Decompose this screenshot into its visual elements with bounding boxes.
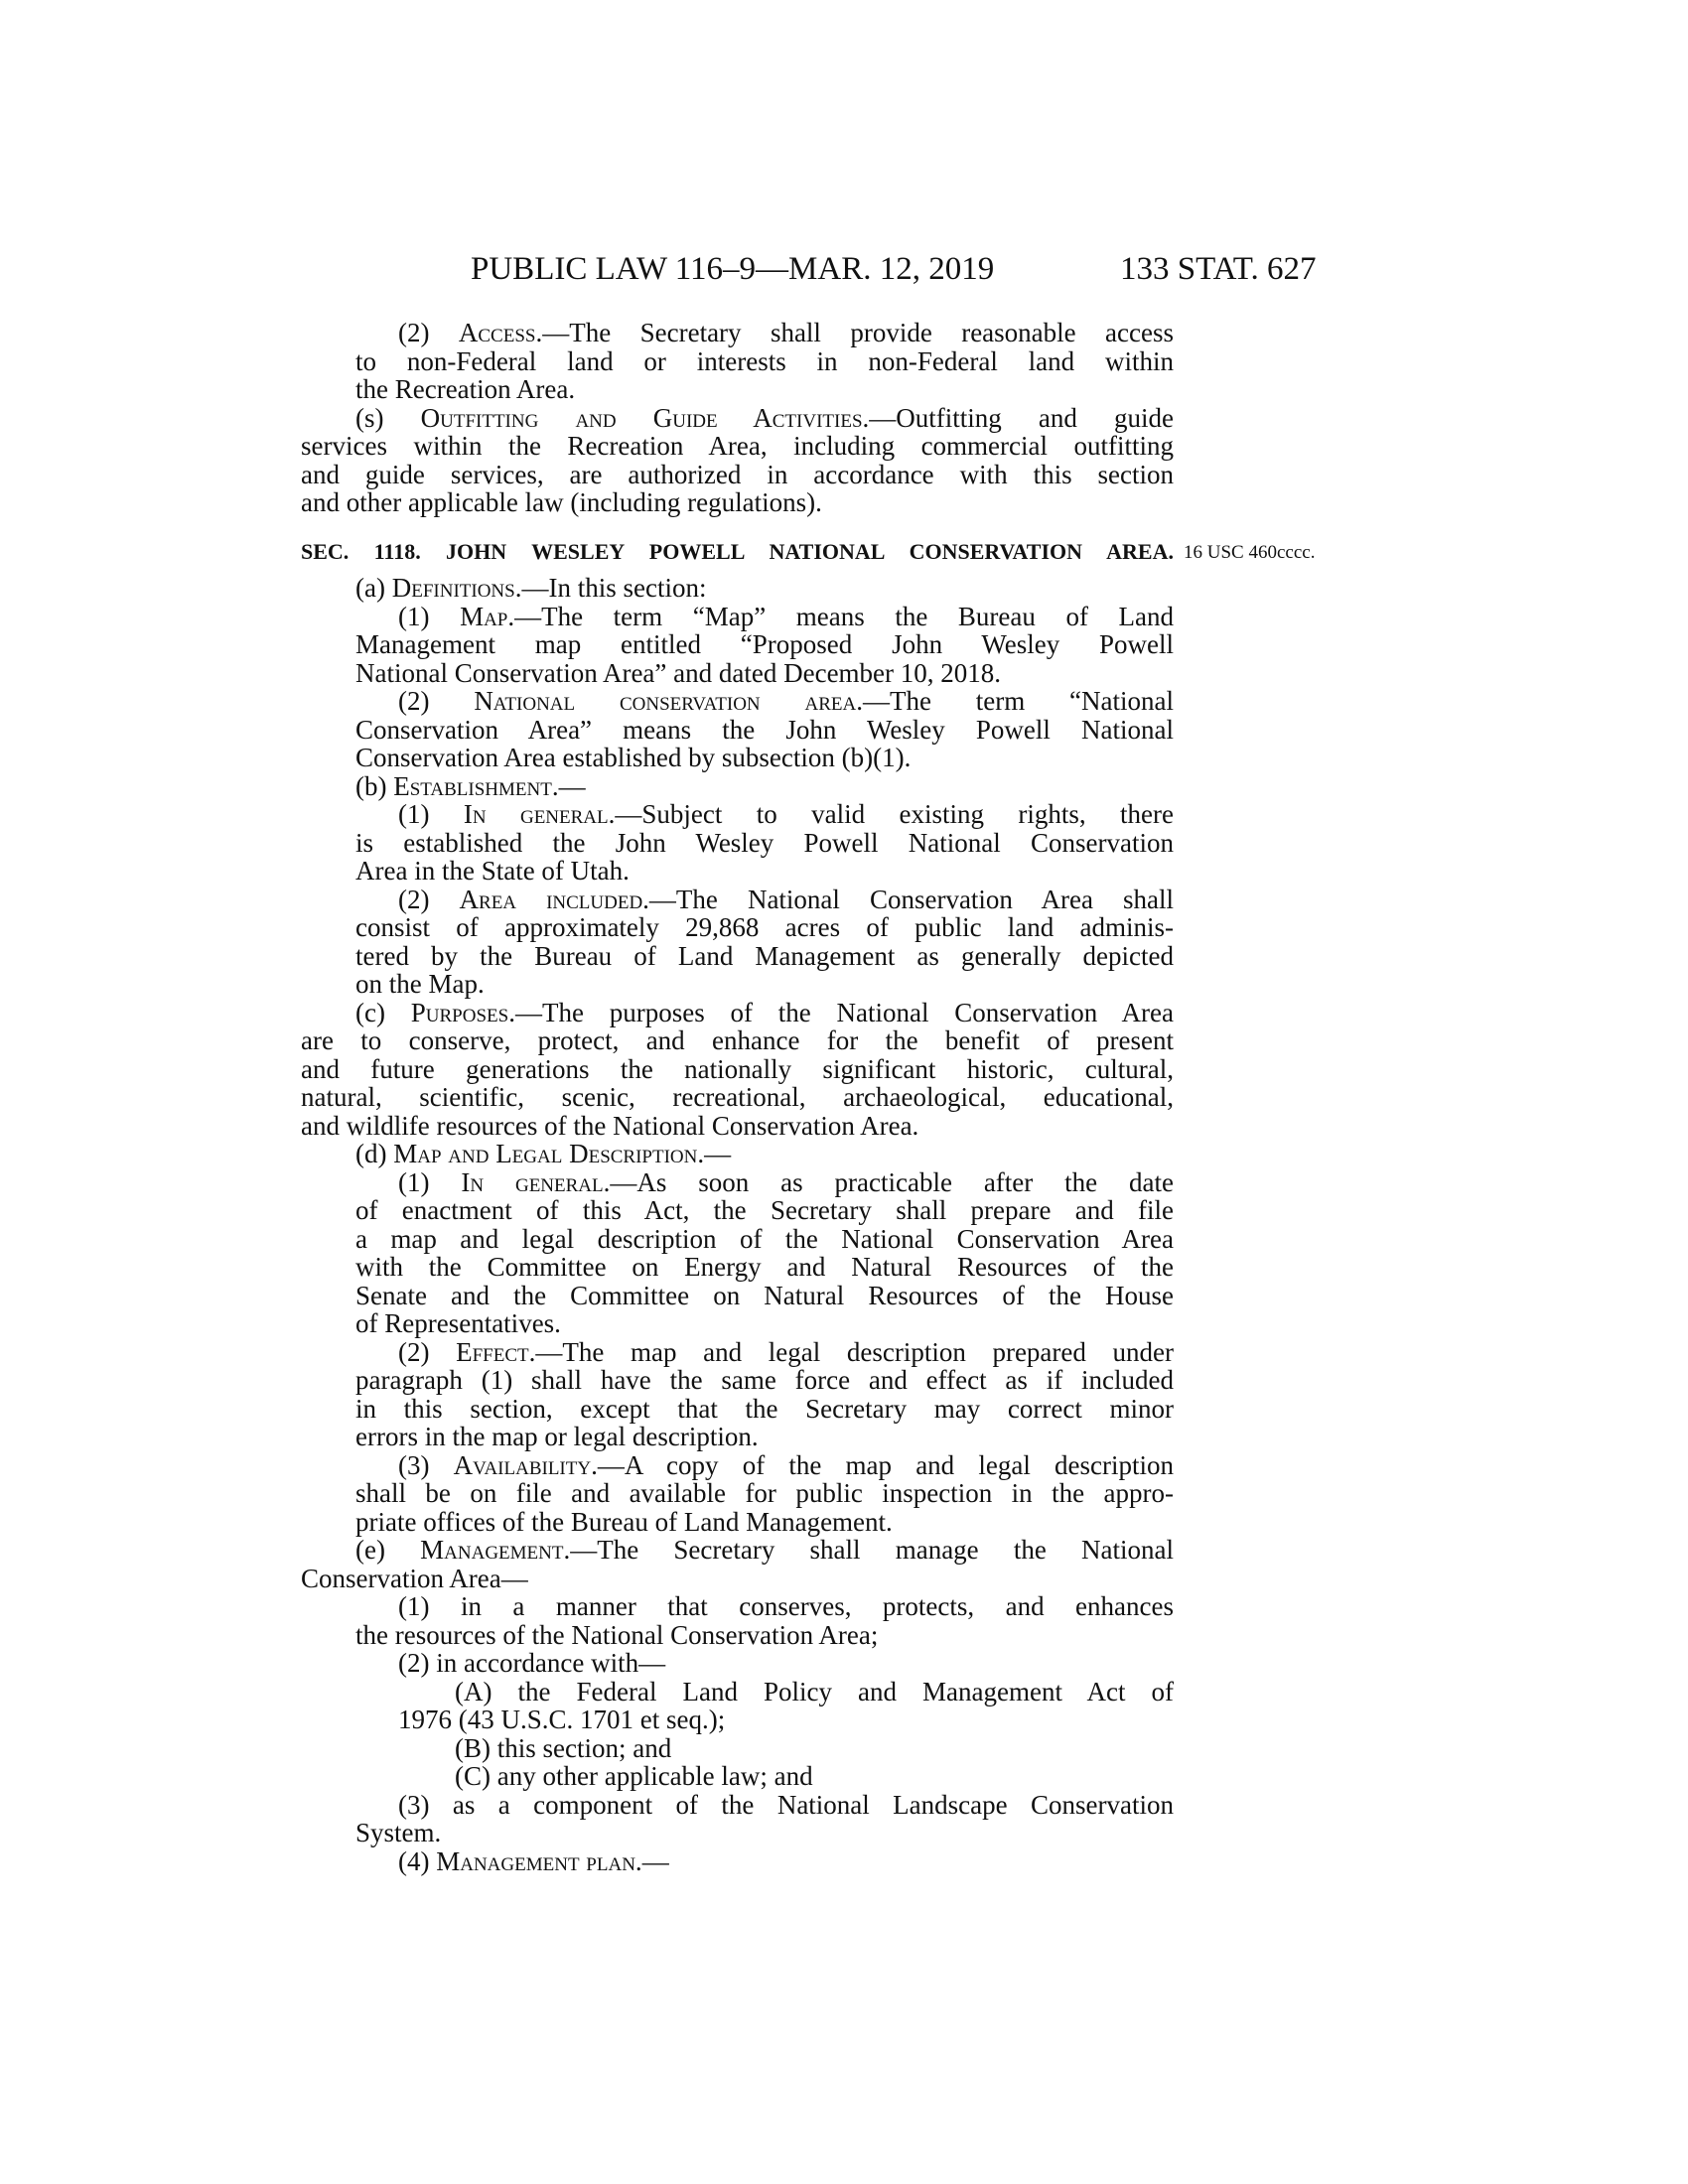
paragraph-label: (4) [398,1845,437,1876]
text-line [301,999,1174,1027]
text-line [301,1140,1174,1168]
text-line [301,1791,1174,1820]
text-line [301,1536,1174,1565]
paragraph-label: (C) [455,1761,497,1791]
paragraph-heading: Area included. [459,884,649,914]
text-line [301,375,1174,404]
line-text: the Federal Land Policy and Management Act of [517,1676,1175,1706]
text-line [301,1847,1174,1876]
text-line [301,1479,1174,1508]
text-line [301,1338,1174,1367]
paragraph-heading: Map and Legal Description. [393,1139,705,1168]
text-line [301,829,1174,858]
paragraph [301,603,1174,688]
text-line [301,1282,1174,1310]
paragraph-label: (d) [355,1139,394,1168]
line-text: as a component of the National Landscape Conservation [452,1789,1174,1820]
page-number: 133 STAT. 627 [1120,251,1317,287]
line-text: National Conservation Area” and dated December 10, 2018. [355,657,1002,688]
text-line [301,1168,1174,1197]
line-text: —In this section: [521,573,707,603]
section-text-part-1 [301,319,1174,517]
text-line [301,1253,1174,1282]
line-text: paragraph (1) shall have the same force and effect as if included [355,1365,1174,1395]
paragraph [301,1734,1174,1763]
paragraph-heading: Management plan. [436,1845,642,1876]
line-text: Area in the State of Utah. [355,856,630,886]
paragraph-label: (3) [398,1789,453,1820]
line-text: Conservation Area” means the John Wesley Powell National [355,714,1174,745]
paragraph [301,772,1174,801]
line-text: — [558,770,586,801]
line-text: —The term “Map” means the Bureau of Land [514,601,1175,631]
line-text: and future generations the nationally significant historic, cultural, [301,1053,1174,1084]
text-line [301,630,1174,659]
paragraph [301,687,1174,772]
line-text: tered by the Bureau of Land Management as generally depicted [355,940,1174,971]
line-text: Conservation Area established by subsection (b)(1). [355,743,912,772]
line-text: on the Map. [355,969,485,999]
text-line [301,913,1174,942]
text-line [301,1734,1174,1763]
margin-note-citation: 16 USC 460cccc. [1184,542,1316,563]
text-line [301,347,1174,376]
text-line [301,1196,1174,1225]
text-line [301,432,1174,461]
text-line [301,687,1174,716]
paragraph-heading: Availability. [453,1449,598,1480]
paragraph-label: (2) [398,686,475,716]
paragraph-heading: Management. [420,1535,571,1565]
paragraph-label: (a) [355,573,392,603]
line-text: services within the Recreation Area, including commercial outfitting [301,431,1174,461]
paragraph-label: (1) [398,601,461,631]
line-text: is established the John Wesley Powell National Conservation [355,827,1174,858]
paragraph-label: (1) [398,1591,461,1621]
paragraph [301,1168,1174,1338]
line-text: of enactment of this Act, the Secretary shall prepare and file [355,1195,1174,1225]
paragraph-heading: Definitions. [391,573,522,603]
paragraph [301,1451,1174,1537]
paragraph [301,1140,1174,1168]
line-text: —Subject to valid existing rights, there [615,799,1175,829]
text-line [301,461,1174,489]
line-text: —The Secretary shall manage the National [570,1535,1174,1565]
paragraph [301,1791,1174,1847]
line-text: priate offices of the Bureau of Land Management. [355,1506,893,1537]
line-text: and other applicable law (including regulations). [301,487,822,517]
section-text-part-2 [301,574,1174,1875]
line-text: —The purposes of the National Conservation Area [514,997,1174,1027]
paragraph [301,1847,1174,1876]
line-text: — [641,1845,669,1876]
text-line [301,716,1174,745]
line-text: and wildlife resources of the National Conservation Area. [301,1110,919,1141]
paragraph-heading: Access. [458,318,543,347]
text-line [301,603,1174,631]
text-line [301,1762,1174,1791]
line-text: the resources of the National Conservation Area; [355,1619,879,1650]
line-text: Conservation Area— [301,1563,528,1593]
paragraph [301,1762,1174,1791]
line-text: with the Committee on Energy and Natural Resources of the [355,1252,1174,1282]
paragraph [301,999,1174,1141]
line-text: are to conserve, protect, and enhance for the benefit of present [301,1025,1174,1055]
paragraph-label: (b) [355,770,394,801]
text-line [301,1451,1174,1480]
paragraph-heading: Effect. [456,1336,536,1367]
text-line [301,1112,1174,1141]
paragraph-label: (2) [398,884,460,914]
text-line [301,1621,1174,1650]
paragraph [301,404,1174,517]
text-line [301,942,1174,971]
text-line [301,1592,1174,1621]
text-line [301,1083,1174,1112]
running-header-title: PUBLIC LAW 116–9—MAR. 12, 2019 [471,251,995,287]
paragraph [301,800,1174,886]
text-line [301,1395,1174,1424]
line-text: —As soon as practicable after the date [610,1166,1174,1197]
paragraph [301,1649,1174,1678]
paragraph-label: (2) [398,1336,457,1367]
paragraph-heading: Establishment. [393,770,559,801]
paragraph [301,886,1174,999]
paragraph [301,1678,1174,1734]
text-line [301,1508,1174,1537]
paragraph-heading: In general. [463,799,616,829]
paragraph-label: (e) [355,1535,421,1565]
paragraph-label: (c) [355,997,411,1027]
text-line [301,1366,1174,1395]
text-line [301,772,1174,801]
line-text: —The term “National [862,686,1174,716]
line-text: —The map and legal description prepared under [535,1336,1175,1367]
text-line [301,659,1174,688]
text-line [301,404,1174,433]
section-heading: SEC. 1118. JOHN WESLEY POWELL NATIONAL CONSERVATION AREA. [301,539,1174,564]
line-text: the Recreation Area. [355,374,576,404]
paragraph-label: (2) [398,1648,437,1678]
text-line [301,970,1174,999]
line-text: and guide services, are authorized in accordance with this section [301,459,1174,489]
paragraph [301,1536,1174,1592]
line-text: errors in the map or legal description. [355,1422,759,1451]
text-line [301,1423,1174,1451]
paragraph-heading: In general. [461,1166,611,1197]
paragraph-label: (1) [398,1166,462,1197]
text-line [301,1706,1174,1734]
text-line [301,1225,1174,1254]
line-text: Management map entitled “Proposed John Wesley Powell [355,629,1174,659]
line-text: Senate and the Committee on Natural Resources of the House [355,1280,1174,1310]
text-line [301,574,1174,603]
text-line [301,744,1174,772]
line-text: — [704,1139,732,1168]
line-text: 1976 (43 U.S.C. 1701 et seq.); [398,1705,726,1734]
paragraph-heading: National conservation area. [474,686,863,716]
paragraph-label: (2) [398,318,459,347]
line-text: to non-Federal land or interests in non-Federal land within [355,345,1174,376]
paragraph [301,1338,1174,1451]
paragraph-label: (B) [455,1732,497,1763]
paragraph [301,319,1174,404]
line-text: in accordance with— [436,1648,666,1678]
text-line [301,886,1174,914]
paragraph-heading: Outfitting and Guide Activities. [420,402,870,433]
text-line [301,857,1174,886]
line-text: natural, scientific, scenic, recreational, archaeological, educational, [301,1082,1174,1112]
line-text: in a manner that conserves, protects, and enhances [460,1591,1174,1621]
paragraph-heading: Purposes. [410,997,515,1027]
text-line [301,800,1174,829]
paragraph-label: (s) [355,402,421,433]
line-text: —A copy of the map and legal description [597,1449,1174,1480]
text-line [301,1649,1174,1678]
line-text: a map and legal description of the National Conservation Area [355,1223,1174,1254]
paragraph [301,1592,1174,1649]
text-line [301,1565,1174,1593]
line-text: this section; and [496,1732,672,1763]
paragraph-heading: Map. [460,601,515,631]
text-line [301,1819,1174,1847]
line-text: in this section, except that the Secretary may correct minor [355,1393,1174,1424]
line-text: shall be on file and available for public inspection in the appro- [355,1478,1174,1508]
paragraph-label: (3) [398,1449,454,1480]
line-text: —Outfitting and guide [869,402,1174,433]
line-text: of Representatives. [355,1308,561,1338]
line-text: —The National Conservation Area shall [648,884,1174,914]
paragraph-label: (1) [398,799,464,829]
text-line [301,1026,1174,1055]
line-text: —The Secretary shall provide reasonable access [542,318,1174,347]
text-line [301,1055,1174,1084]
line-text: any other applicable law; and [496,1761,813,1791]
line-text: System. [355,1818,442,1847]
line-text: consist of approximately 29,868 acres of public land adminis- [355,912,1174,942]
paragraph [301,574,1174,603]
text-line [301,488,1174,517]
text-line [301,1309,1174,1338]
text-line [301,319,1174,347]
text-line [301,1678,1174,1706]
paragraph-label: (A) [455,1676,518,1706]
